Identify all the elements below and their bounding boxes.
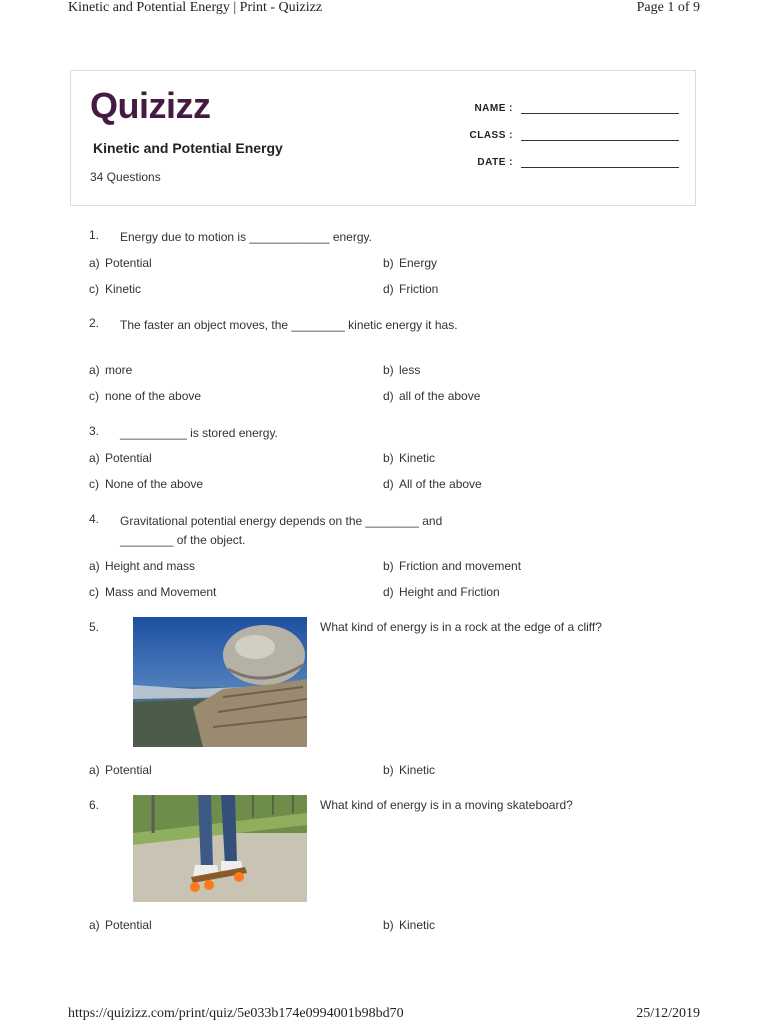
option-letter: c) xyxy=(89,389,99,403)
date-field xyxy=(451,153,679,168)
print-date: 25/12/2019 xyxy=(636,1006,700,1021)
question-text: What kind of energy is in a rock at the edge of a cliff? xyxy=(320,620,602,634)
option-letter: a) xyxy=(89,363,100,377)
option-a xyxy=(89,363,132,377)
option-letter: b) xyxy=(383,559,394,573)
option-d xyxy=(383,477,482,491)
date-line xyxy=(521,153,679,168)
option-text: All of the above xyxy=(399,477,482,491)
option-letter: a) xyxy=(89,559,100,573)
question-text: What kind of energy is in a moving skateboard? xyxy=(320,798,573,812)
option-a xyxy=(89,918,152,932)
option-text: None of the above xyxy=(105,477,204,491)
option-letter: b) xyxy=(383,256,394,270)
question-text: __________ is stored energy. xyxy=(120,426,278,440)
option-text: Mass and Movement xyxy=(105,585,217,599)
print-header xyxy=(68,0,700,16)
option-text: Kinetic xyxy=(399,918,436,932)
option-text: none of the above xyxy=(105,389,202,403)
option-letter: a) xyxy=(89,763,100,777)
class-line xyxy=(521,126,679,141)
page-indicator: Page 1 of 9 xyxy=(636,0,700,15)
option-b xyxy=(383,763,435,777)
option-letter: d) xyxy=(383,477,394,491)
option-letter: b) xyxy=(383,918,394,932)
option-c xyxy=(89,477,203,491)
quizizz-logo: Quizizz xyxy=(90,85,211,126)
option-text: Friction and movement xyxy=(399,559,522,573)
question-number: 1. xyxy=(89,228,100,242)
question-number: 5. xyxy=(89,620,100,634)
option-b xyxy=(383,451,435,465)
option-letter: d) xyxy=(383,282,394,296)
name-label: NAME : xyxy=(474,103,513,114)
option-text: Height and Friction xyxy=(399,585,500,599)
option-text: Kinetic xyxy=(399,763,436,777)
option-letter: b) xyxy=(383,363,394,377)
option-c xyxy=(89,389,201,403)
question-number: 6. xyxy=(89,798,100,812)
option-letter: c) xyxy=(89,477,99,491)
skateboard-image xyxy=(133,795,307,902)
quiz-header xyxy=(70,70,696,206)
class-label: CLASS : xyxy=(469,130,513,141)
option-text: less xyxy=(399,363,421,377)
option-letter: c) xyxy=(89,585,99,599)
name-field xyxy=(451,99,679,114)
option-b xyxy=(383,256,437,270)
option-text: Kinetic xyxy=(399,451,436,465)
option-text: Potential xyxy=(105,763,152,777)
question-text: Gravitational potential energy depends on the ________ and ________ of the object. xyxy=(120,514,443,547)
option-text: more xyxy=(105,363,133,377)
option-text: Kinetic xyxy=(105,282,142,296)
option-d xyxy=(383,282,438,296)
date-label: DATE : xyxy=(477,157,513,168)
option-text: Potential xyxy=(105,256,152,270)
option-c xyxy=(89,282,141,296)
option-a xyxy=(89,559,195,573)
question-count: 34 Questions xyxy=(90,170,161,184)
option-b xyxy=(383,559,521,573)
option-text: Friction xyxy=(399,282,439,296)
print-footer xyxy=(68,1006,700,1022)
option-letter: a) xyxy=(89,918,100,932)
option-text: Energy xyxy=(399,256,438,270)
option-text: Potential xyxy=(105,451,152,465)
question-text: The faster an object moves, the ________ kinetic energy it has. xyxy=(120,318,458,332)
name-line xyxy=(521,99,679,114)
option-a xyxy=(89,763,152,777)
option-letter: c) xyxy=(89,282,99,296)
option-c xyxy=(89,585,216,599)
rock-cliff-image xyxy=(133,617,307,747)
option-d xyxy=(383,389,480,403)
option-letter: d) xyxy=(383,585,394,599)
question-number: 2. xyxy=(89,316,100,330)
question-number: 3. xyxy=(89,424,100,438)
option-letter: a) xyxy=(89,256,100,270)
option-d xyxy=(383,585,500,599)
question-text: Energy due to motion is ____________ energy. xyxy=(120,230,372,244)
option-letter: b) xyxy=(383,763,394,777)
option-a xyxy=(89,256,152,270)
option-text: Height and mass xyxy=(105,559,196,573)
option-b xyxy=(383,363,420,377)
option-text: all of the above xyxy=(399,389,481,403)
option-b xyxy=(383,918,435,932)
option-letter: a) xyxy=(89,451,100,465)
option-a xyxy=(89,451,152,465)
quiz-title: Kinetic and Potential Energy xyxy=(93,140,283,156)
print-url: https://quizizz.com/print/quiz/5e033b174e0994001b98bd70 xyxy=(68,1006,404,1021)
question-number: 4. xyxy=(89,512,100,526)
print-header-title: Kinetic and Potential Energy | Print - Quizizz xyxy=(68,0,323,15)
option-text: Potential xyxy=(105,918,152,932)
option-letter: d) xyxy=(383,389,394,403)
option-letter: b) xyxy=(383,451,394,465)
class-field xyxy=(451,126,679,141)
